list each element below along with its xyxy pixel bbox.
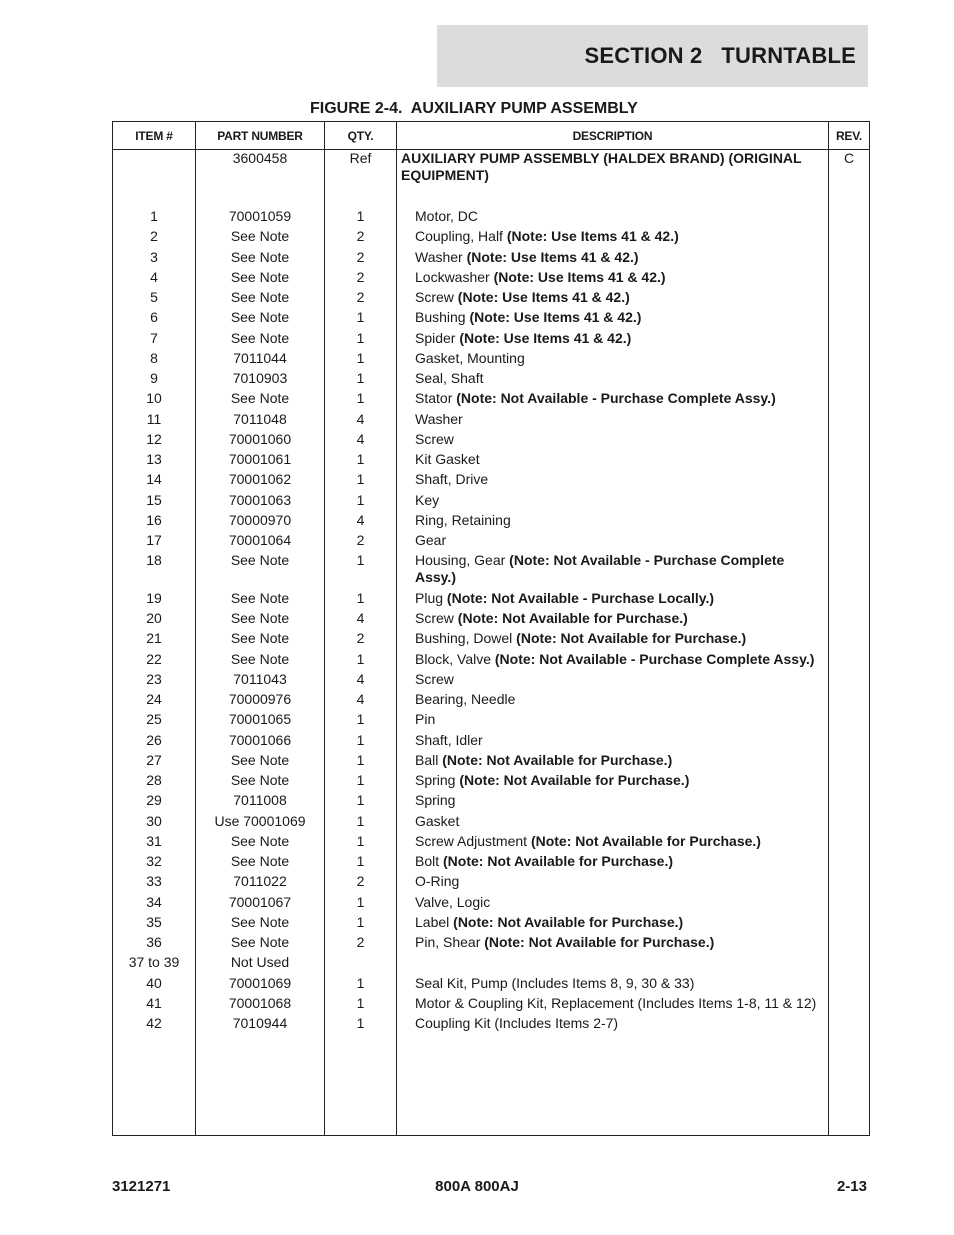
description-note: (Note: Use Items 41 & 42.): [459, 329, 632, 346]
description: [415, 350, 825, 367]
description: [415, 671, 825, 688]
description: [415, 370, 825, 387]
description: [415, 228, 825, 245]
part-number: 70000970: [228, 511, 292, 528]
item-number: 41: [146, 994, 162, 1011]
description-text: Seal, Shaft: [415, 370, 484, 386]
quantity: 1: [356, 711, 365, 728]
part-number: Not Used: [230, 954, 290, 971]
quantity: 1: [356, 329, 365, 346]
column-header-qty: QTY.: [347, 128, 374, 143]
part-number: 70000976: [228, 691, 292, 707]
part-number: 70001069: [228, 974, 292, 991]
description: [415, 914, 825, 931]
description-text: Screw: [415, 610, 458, 626]
item-number: 34: [146, 893, 162, 910]
quantity: 4: [356, 410, 365, 427]
item-number: 25: [146, 711, 162, 728]
description-text: Plug: [415, 589, 447, 606]
description-text: Spring: [415, 792, 456, 809]
item-number: 28: [146, 772, 162, 788]
part-number: 7011044: [233, 349, 287, 366]
description-note: (Note: Not Available for Purchase.): [459, 772, 690, 788]
part-number: See Note: [230, 934, 290, 950]
part-number: 70001065: [228, 711, 292, 728]
description-text: Screw Adjustment: [415, 832, 531, 849]
part-number: Use 70001069: [214, 812, 306, 829]
quantity: 2: [356, 248, 365, 265]
item-number: 27: [146, 751, 162, 768]
table-body: [113, 150, 869, 1135]
description-text: Bushing: [415, 309, 470, 326]
description-text: Bushing, Dowel: [415, 630, 517, 647]
assembly-qty: Ref: [349, 150, 372, 166]
quantity: 4: [356, 691, 365, 707]
column-header-description: DESCRIPTION: [572, 128, 653, 143]
item-number: 5: [150, 289, 158, 305]
quantity: 2: [356, 934, 365, 950]
description: [415, 772, 825, 789]
part-number: 7011008: [233, 792, 287, 809]
item-number: 9: [150, 370, 158, 386]
part-number: See Note: [230, 228, 290, 245]
description: [415, 390, 825, 407]
description: [415, 512, 825, 529]
description: [415, 451, 825, 468]
description: [415, 471, 825, 488]
item-number: 17: [146, 532, 162, 548]
column-header-rev: REV.: [835, 128, 863, 143]
description-text: Screw: [415, 670, 454, 687]
description: [415, 732, 825, 749]
description-text: Motor & Coupling Kit, Replacement (Includes Items 1-8, 11 & 12): [415, 994, 817, 1011]
item-number: 30: [146, 812, 162, 829]
description: [415, 975, 825, 992]
quantity: 1: [356, 471, 365, 488]
quantity: 1: [356, 451, 365, 467]
description-text: Gasket, Mounting: [415, 349, 525, 366]
quantity: 4: [356, 511, 365, 528]
item-number: 4: [150, 268, 158, 285]
part-number: 70001060: [228, 430, 292, 447]
quantity: 2: [356, 873, 365, 890]
part-number: 70001067: [228, 893, 292, 910]
description-note: (Note: Not Available - Purchase Complete Assy.): [415, 552, 785, 586]
part-number: See Note: [230, 913, 290, 930]
part-number: See Note: [230, 248, 290, 265]
part-number: 7011043: [233, 670, 287, 687]
item-number: 16: [146, 511, 162, 528]
item-number: 42: [146, 1015, 162, 1031]
description: [415, 492, 825, 509]
quantity: 1: [356, 1015, 365, 1031]
footer-page-number: 2-13: [836, 1178, 867, 1195]
description-note: (Note: Not Available - Purchase Locally.): [446, 589, 715, 606]
item-number: 36: [146, 934, 162, 950]
item-number: 29: [146, 792, 162, 809]
description-text: Ball: [415, 751, 443, 768]
description-note: (Note: Use Items 41 & 42.): [493, 268, 666, 285]
description: [415, 552, 825, 586]
item-number: 12: [146, 430, 162, 447]
description-text: Valve, Logic: [415, 893, 491, 910]
description-text: Bolt: [415, 853, 444, 869]
footer-document-number: 3121271: [112, 1178, 171, 1195]
quantity: 1: [356, 994, 365, 1011]
item-number: 20: [146, 610, 162, 626]
quantity: 1: [356, 832, 365, 849]
description-text: Lockwasher: [415, 268, 494, 285]
description-text: Motor, DC: [415, 208, 479, 224]
description-text: Washer: [415, 410, 463, 427]
quantity: 1: [356, 370, 365, 386]
item-number: 8: [150, 349, 158, 366]
quantity: 1: [356, 589, 365, 606]
description: [415, 691, 825, 708]
description-text: Spring: [415, 772, 460, 788]
item-number: 15: [146, 491, 162, 508]
description-text: Washer: [415, 248, 467, 265]
description: [415, 309, 825, 326]
part-number: See Note: [230, 329, 290, 346]
assembly-description: AUXILIARY PUMP ASSEMBLY (HALDEX BRAND) (ORIGINAL EQUIPMENT): [401, 150, 802, 183]
quantity: 2: [356, 532, 365, 548]
quantity: 1: [356, 552, 365, 569]
quantity: 2: [356, 289, 365, 305]
quantity: 1: [356, 390, 365, 407]
quantity: 1: [356, 349, 365, 366]
part-number: 70001059: [228, 208, 292, 224]
part-number: 7011048: [233, 410, 287, 427]
description-text: Housing, Gear: [415, 552, 510, 569]
item-number: 10: [146, 390, 162, 407]
item-number: 13: [146, 451, 162, 467]
description-note: (Note: Not Available for Purchase.): [443, 853, 674, 869]
description: [415, 752, 825, 769]
quantity: 1: [356, 913, 365, 930]
item-number: 35: [146, 913, 162, 930]
part-number: 7010944: [232, 1015, 288, 1031]
part-number: See Note: [230, 630, 290, 647]
part-number: 70001066: [228, 731, 292, 748]
description: [415, 431, 825, 448]
item-number: 40: [146, 974, 162, 991]
description-text: Bearing, Needle: [415, 691, 516, 707]
description: [415, 711, 825, 728]
description: [415, 610, 825, 627]
description-note: (Note: Not Available - Purchase Complete Assy.): [456, 390, 776, 407]
part-number: See Note: [230, 552, 290, 569]
description-note: (Note: Not Available for Purchase.): [442, 751, 673, 768]
description: [415, 934, 825, 951]
footer-model: 800A 800AJ: [435, 1178, 519, 1195]
description: [415, 208, 825, 225]
description: [415, 411, 825, 428]
part-number: 70001061: [228, 451, 292, 467]
description: [415, 269, 825, 286]
part-number: See Note: [230, 832, 290, 849]
quantity: 1: [356, 812, 365, 829]
part-number: 7011022: [233, 873, 287, 890]
part-number: 70001062: [228, 471, 292, 488]
description-note: (Note: Not Available for Purchase.): [484, 934, 715, 950]
description: [415, 873, 825, 890]
quantity: 2: [356, 630, 365, 647]
description-text: Coupling Kit (Includes Items 2-7): [415, 1015, 619, 1031]
quantity: 1: [356, 731, 365, 748]
description: [415, 590, 825, 607]
description-text: Stator: [415, 390, 457, 407]
description-text: Spider: [415, 329, 460, 346]
description: [415, 249, 825, 266]
part-number: See Note: [230, 390, 290, 407]
description-text: Seal Kit, Pump (Includes Items 8, 9, 30 & 33): [415, 974, 695, 991]
item-number: 32: [146, 853, 162, 869]
part-number: 7010903: [232, 370, 288, 386]
quantity: 1: [356, 974, 365, 991]
part-number: See Note: [230, 853, 290, 869]
quantity: 4: [356, 610, 365, 626]
quantity: 1: [356, 853, 365, 869]
description-text: Shaft, Idler: [415, 731, 483, 748]
item-number: 3: [150, 248, 158, 265]
item-number: 18: [146, 552, 162, 569]
description: [415, 630, 825, 647]
description: [415, 289, 825, 306]
item-number: 22: [146, 650, 162, 667]
part-number: See Note: [230, 309, 290, 326]
description: [415, 532, 825, 549]
quantity: 1: [356, 491, 365, 508]
description: [415, 833, 825, 850]
description-text: Key: [415, 491, 440, 508]
description: [415, 853, 825, 870]
description-note: (Note: Not Available - Purchase Complete Assy.): [494, 650, 815, 667]
description-text: Label: [415, 913, 454, 930]
description-note: (Note: Use Items 41 & 42.): [457, 289, 630, 305]
description-text: Gear: [415, 532, 447, 548]
quantity: 1: [356, 792, 365, 809]
section-title: SECTION 2 TURNTABLE: [584, 43, 856, 68]
part-number: 70001068: [228, 994, 292, 1011]
description: [415, 1015, 825, 1032]
part-number: See Note: [230, 610, 290, 626]
item-number: 2: [150, 228, 158, 245]
item-number: 14: [146, 471, 162, 488]
part-number: See Note: [230, 589, 290, 606]
item-number: 26: [146, 731, 162, 748]
item-number: 33: [146, 873, 162, 890]
description: [415, 813, 825, 830]
quantity: 4: [356, 670, 365, 687]
part-number: 70001064: [228, 532, 292, 548]
item-number: 7: [150, 329, 158, 346]
quantity: 1: [356, 650, 365, 667]
part-number: See Note: [230, 289, 290, 305]
quantity: 1: [356, 751, 365, 768]
column-header-item: ITEM #: [135, 128, 173, 143]
figure-title: FIGURE 2-4. AUXILIARY PUMP ASSEMBLY: [310, 100, 638, 117]
quantity: 1: [356, 772, 365, 788]
description-text: Pin: [415, 711, 436, 728]
description-text: Block, Valve: [415, 650, 495, 667]
item-number: 23: [146, 670, 162, 687]
description-text: O-Ring: [415, 873, 460, 890]
item-number: 21: [146, 630, 162, 647]
description-note: (Note: Use Items 41 & 42.): [506, 228, 679, 245]
description-text: Screw: [415, 430, 454, 447]
item-number: 6: [150, 309, 158, 326]
description-note: (Note: Use Items 41 & 42.): [469, 309, 642, 326]
quantity: 2: [356, 268, 365, 285]
quantity: 2: [356, 228, 365, 245]
quantity: 1: [356, 893, 365, 910]
quantity: 4: [356, 430, 365, 447]
description-text: Coupling, Half: [415, 228, 507, 245]
description-text: Kit Gasket: [415, 451, 480, 467]
item-number: 11: [146, 410, 162, 427]
quantity: 1: [356, 208, 365, 224]
description: [415, 894, 825, 911]
description-note: (Note: Not Available for Purchase.): [516, 630, 747, 647]
part-number: See Note: [230, 751, 290, 768]
item-number: 31: [146, 832, 162, 849]
description: [415, 995, 825, 1012]
assembly-part-number: 3600458: [232, 150, 288, 166]
section-header: [437, 25, 868, 87]
item-number: 24: [146, 691, 162, 707]
description-text: Shaft, Drive: [415, 471, 489, 488]
description: [415, 651, 825, 668]
item-number: 19: [146, 589, 162, 606]
description-note: (Note: Not Available for Purchase.): [457, 610, 688, 626]
description-text: Pin, Shear: [415, 934, 485, 950]
column-header-part-number: PART NUMBER: [217, 128, 303, 143]
description: [415, 792, 825, 809]
description: [415, 330, 825, 347]
parts-table: [112, 121, 870, 1136]
assembly-rev: C: [843, 150, 855, 166]
description-note: (Note: Use Items 41 & 42.): [466, 248, 639, 265]
part-number: See Note: [230, 268, 290, 285]
description-note: (Note: Not Available for Purchase.): [453, 913, 684, 930]
description-note: (Note: Not Available for Purchase.): [530, 832, 761, 849]
description-text: Gasket: [415, 812, 460, 829]
quantity: 1: [356, 309, 365, 326]
description-text: Ring, Retaining: [415, 511, 511, 528]
item-number: 1: [150, 208, 158, 224]
part-number: See Note: [230, 772, 290, 788]
part-number: See Note: [230, 650, 290, 667]
description-text: Screw: [415, 289, 458, 305]
item-number: 37 to 39: [128, 954, 180, 971]
part-number: 70001063: [228, 491, 292, 508]
